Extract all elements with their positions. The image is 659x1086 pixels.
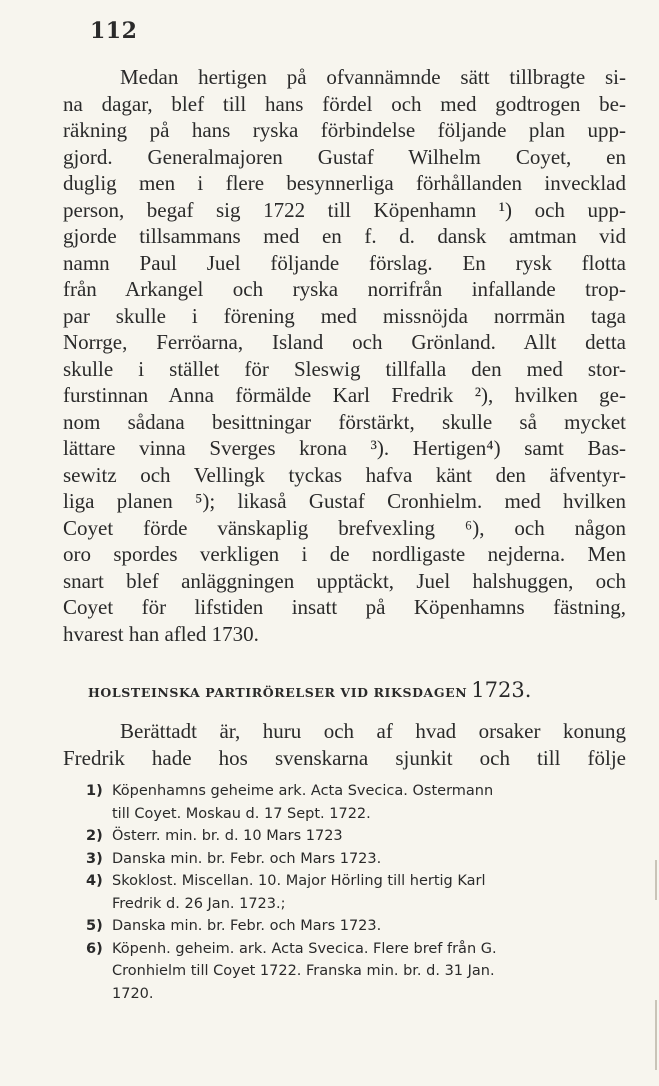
footnote-text: Köpenhamns geheime ark. Acta Svecica. Ostermann till Coyet. Moskau d. 17 Sept. 1722.	[112, 783, 494, 822]
text-line: hvarest han afled 1730.	[63, 621, 259, 646]
text-line: oro spordes verkligen i de nordligaste nejderna. Men	[63, 542, 626, 566]
text-line: sewitz och Vellingk tyckas hafva känt den äfventyr-	[63, 462, 626, 487]
section-paragraph	[63, 718, 626, 771]
text-line: person, begaf sig 1722 till Köpenhamn ¹) och upp-	[63, 197, 626, 222]
footnote	[86, 870, 626, 915]
page-number: 112	[90, 18, 138, 44]
section-heading-year: 1723.	[471, 678, 532, 702]
footnote	[86, 848, 626, 871]
text-line: Norrge, Ferröarna, Island och Grönland. Allt detta	[63, 330, 626, 354]
footnote-text: Österr. min. br. d. 10 Mars 1723	[112, 828, 343, 844]
footnote-number: 3)	[86, 850, 103, 867]
footnote	[86, 825, 626, 848]
text-line: furstinnan Anna förmälde Karl Fredrik ²), hvilken ge-	[63, 383, 626, 407]
footnote	[86, 915, 626, 938]
text-line: namn Paul Juel följande förslag. En rysk flotta	[63, 250, 626, 275]
text-line: gjord. Generalmajoren Gustaf Wilhelm Coyet, en	[63, 144, 626, 169]
text-line: snart blef anläggningen upptäckt, Juel halshuggen, och	[63, 568, 626, 593]
text-line: Coyet för lifstiden insatt på Köpenhamns fästning,	[63, 595, 626, 619]
text-line: Berättadt är, huru och af hvad orsaker konung	[120, 719, 626, 743]
section-heading	[88, 678, 628, 702]
text-line: na dagar, blef till hans fördel och med godtrogen be-	[63, 91, 626, 116]
text-line: par skulle i förening med missnöjda norrmän taga	[63, 303, 626, 328]
page-edge-mark	[655, 860, 657, 900]
text-line: från Arkangel och ryska norrifrån infallande trop-	[63, 277, 626, 301]
text-line: nom sådana besittningar förstärkt, skulle så mycket	[63, 409, 626, 434]
text-line: räkning på hans ryska förbindelse följande plan upp-	[63, 118, 626, 142]
footnote-text: Danska min. br. Febr. och Mars 1723.	[112, 918, 382, 934]
page-edge-mark	[655, 1000, 657, 1070]
footnote-number: 1)	[86, 783, 103, 799]
footnote-text: Danska min. br. Febr. och Mars 1723.	[112, 850, 382, 867]
text-line: gjorde tillsammans med en f. d. dansk amtman vid	[63, 224, 626, 248]
footnote	[86, 938, 626, 1006]
footnote	[86, 780, 626, 825]
footnote-number: 6)	[86, 940, 103, 957]
text-line: duglig men i flere besynnerliga förhållanden invecklad	[63, 171, 626, 195]
main-paragraph	[63, 64, 626, 647]
text-line: skulle i stället för Sleswig tillfalla den med stor-	[63, 356, 626, 381]
footnote-number: 4)	[86, 873, 103, 889]
footnote-text: Köpenh. geheim. ark. Acta Svecica. Flere bref från G. Cronhielm till Coyet 1722. Franska min. br. d. 31 Jan. 1720.	[112, 940, 497, 1002]
footnotes	[86, 780, 626, 1005]
text-line: liga planen ⁵); likaså Gustaf Cronhielm. med hvilken	[63, 489, 626, 513]
text-line: lättare vinna Sverges krona ³). Hertigen⁴) samt Bas-	[63, 436, 626, 460]
text-line: Coyet förde vänskaplig brefvexling ⁶), och någon	[63, 515, 626, 540]
section-heading-title: HOLSTEINSKA PARTIRÖRELSER VID RIKSDAGEN	[88, 685, 468, 700]
footnote-number: 5)	[86, 918, 103, 934]
footnote-text: Skoklost. Miscellan. 10. Major Hörling till hertig Karl Fredrik d. 26 Jan. 1723.;	[112, 873, 486, 912]
text-line: Medan hertigen på ofvannämnde sätt tillbragte si-	[120, 65, 626, 89]
footnote-number: 2)	[86, 828, 103, 844]
text-line: Fredrik hade hos svenskarna sjunkit och till följe	[63, 745, 626, 770]
